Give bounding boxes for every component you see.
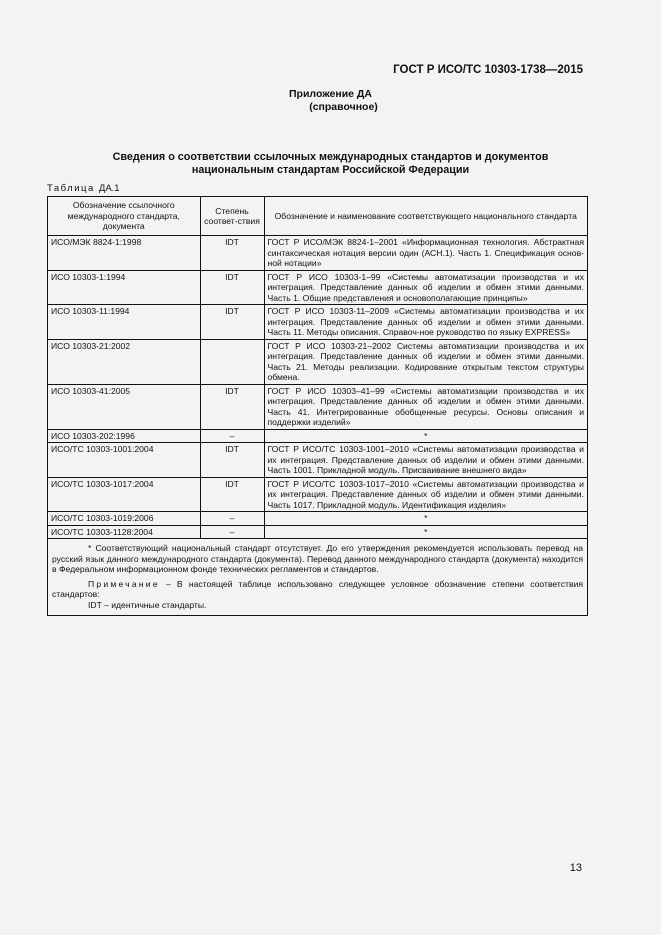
cell-degree: IDT <box>200 443 264 478</box>
table-row <box>48 236 587 271</box>
header-degree: Степень соответ-ствия <box>200 197 264 236</box>
cell-degree: IDT <box>200 384 264 429</box>
table-header-row <box>48 197 587 236</box>
cell-national: ГОСТ Р ИСО 10303-21–2002 Системы автоматизации производства и их интеграция. Представление данных об изделии и обмен этими данными. Часть 21. Методы реализации. Кодирование открытым текстом структуры обмена. <box>264 339 587 384</box>
cell-national: ГОСТ Р ИСО 10303-11–2009 «Системы автоматизации производства и их интеграция. Представление данных об изделии и обмен этими данными. Часть 11. Методы описания. Справоч-ное руководство по языку EXPRESS» <box>264 305 587 340</box>
document-title-line1: Сведения о соответствии ссылочных международных стандартов и документов <box>112 151 549 163</box>
cell-reference: ИСО 10303-1:1994 <box>48 270 200 305</box>
correspondence-table <box>47 196 588 616</box>
cell-reference: ИСО 10303-21:2002 <box>48 339 200 384</box>
document-title-line2: национальным стандартам Российской Федерации <box>191 164 470 176</box>
table-row <box>48 525 587 539</box>
footnote-idt: IDT – идентичные стандарты. <box>88 599 207 610</box>
cell-reference: ИСО/ТС 10303-1017:2004 <box>48 477 200 512</box>
cell-national: ГОСТ Р ИСО/ТС 10303-1001–2010 «Системы автоматизации производства и их интеграция. Представление данных об изделии и обмен этими данными. Часть 1001. Прикладной модуль. Присваивание внешнего вида» <box>264 443 587 478</box>
standard-code: ГОСТ Р ИСО/ТС 10303-1738—2015 <box>393 64 583 76</box>
cell-national: ГОСТ Р ИСО 10303–41–99 «Системы автоматизации производства и их интеграция. Представление данных об изделии и обмен этими данными. Часть 41. Интегрированные обобщенные ресурсы. Основы описания и поддержки изделий» <box>264 384 587 429</box>
cell-national: ГОСТ Р ИСО 10303-1–99 «Системы автоматизации производства и их интеграция. Представление данных об изделии и обмен этими данными. Часть 1. Общие представления и основополагающие принципы» <box>264 270 587 305</box>
header-reference: Обозначение ссылочного международного стандарта, документа <box>48 197 200 236</box>
table-row <box>48 305 587 340</box>
table-body <box>48 236 587 539</box>
table-row <box>48 477 587 512</box>
cell-national: ГОСТ Р ИСО/МЭК 8824-1–2001 «Информационная технология. Абстрактная синтаксическая нотация версии один (АСН.1). Часть 1. Спецификация основ-ной нотации» <box>264 236 587 271</box>
note-text: – В настоящей таблице использовано следующее условное обозначение степени соответствия стандартов: <box>52 578 583 599</box>
footnote-note <box>52 579 583 600</box>
table-row <box>48 443 587 478</box>
appendix-title: Приложение ДА <box>289 88 372 100</box>
cell-degree: IDT <box>200 305 264 340</box>
header-national: Обозначение и наименование соответствующего национального стандарта <box>264 197 587 236</box>
cell-reference: ИСО/ТС 10303-1019:2006 <box>48 512 200 526</box>
cell-degree: – <box>200 512 264 526</box>
cell-degree: IDT <box>200 236 264 271</box>
table-row <box>48 512 587 526</box>
table-row <box>48 270 587 305</box>
cell-degree: – <box>200 429 264 443</box>
cell-reference: ИСО 10303-202:1996 <box>48 429 200 443</box>
cell-national: * <box>264 429 587 443</box>
document-title <box>0 151 661 177</box>
cell-reference: ИСО 10303-41:2005 <box>48 384 200 429</box>
footnote-star: * Соответствующий национальный стандарт отсутствует. До его утверждения рекомендуется использовать перевод на русский язык данного международного стандарта (документа). Перевод данного международного стандарта (документа) находится в Федеральном информационном фонде технических регламентов и стандартов. <box>52 543 583 574</box>
cell-degree: IDT <box>200 270 264 305</box>
cell-degree <box>200 339 264 384</box>
cell-reference: ИСО/МЭК 8824-1:1998 <box>48 236 200 271</box>
table-caption-word: Таблица <box>47 183 95 194</box>
appendix-heading <box>0 88 661 114</box>
cell-reference: ИСО 10303-11:1994 <box>48 305 200 340</box>
cell-reference: ИСО/ТС 10303-1001:2004 <box>48 443 200 478</box>
cell-national: * <box>264 512 587 526</box>
table-row <box>48 384 587 429</box>
appendix-subtitle: (справочное) <box>309 101 378 113</box>
page-number: 13 <box>569 862 582 874</box>
table-footnote <box>48 539 587 615</box>
cell-degree: – <box>200 525 264 539</box>
table-caption <box>47 183 120 194</box>
cell-degree: IDT <box>200 477 264 512</box>
table-row <box>48 429 587 443</box>
table-caption-number: ДА.1 <box>98 183 120 194</box>
table-row <box>48 339 587 384</box>
cell-reference: ИСО/ТС 10303-1128:2004 <box>48 525 200 539</box>
cell-national: * <box>264 525 587 539</box>
cell-national: ГОСТ Р ИСО/ТС 10303-1017–2010 «Системы автоматизации производства и их интеграция. Представление данных об изделии и обмен этими данными. Часть 1017. Прикладной модуль. Идентификация изделия» <box>264 477 587 512</box>
table-grid <box>48 197 587 539</box>
note-word: Примечание <box>88 578 160 589</box>
